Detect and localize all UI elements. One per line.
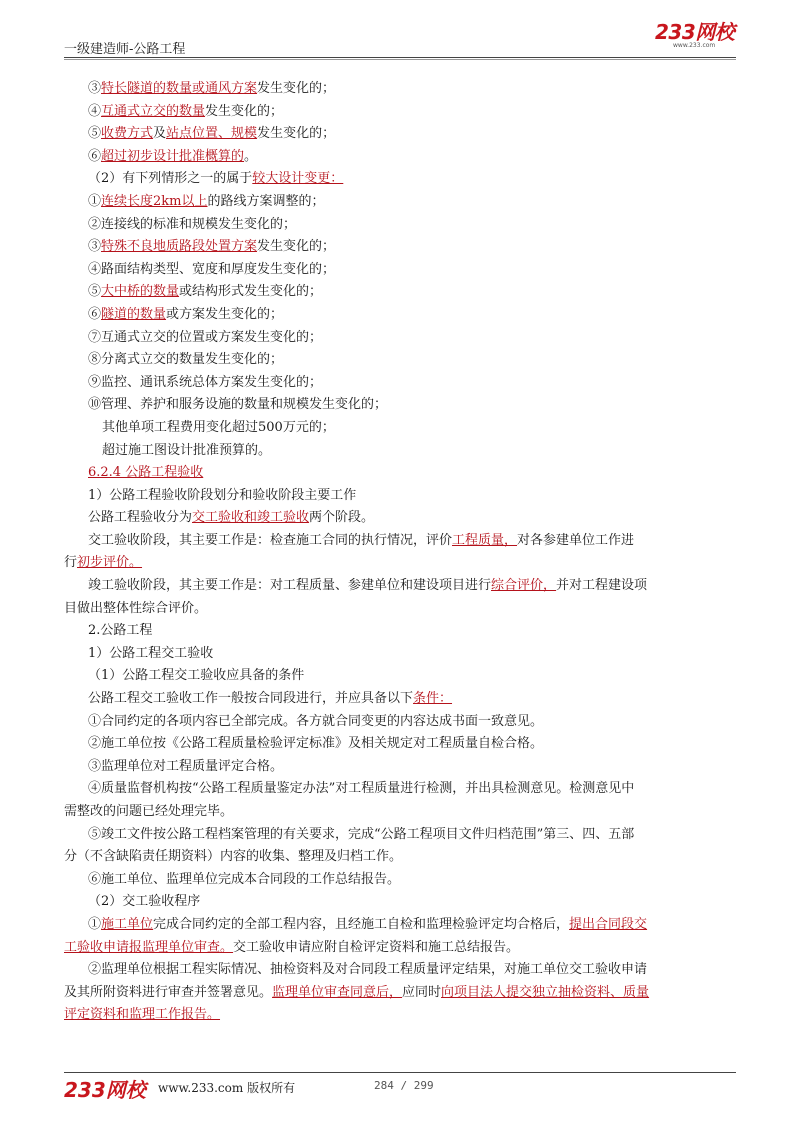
footer-divider	[64, 1072, 736, 1073]
text-line: ④质量监督机构按“公路工程质量鉴定办法”对工程质量进行检测，并出具检测意见。检测意见中	[88, 781, 635, 797]
text-line: 及其所附资料进行审查并签署意见。监理单位审查同意后，应同时向项目法人提交独立抽检资料、质量	[64, 984, 650, 1000]
text-line: ⑥施工单位、监理单位完成本合同段的工作总结报告。	[88, 871, 401, 887]
text-line: ③特殊不良地质路段处置方案发生变化的；	[88, 239, 336, 255]
brand-logo[interactable]	[655, 22, 735, 48]
text-line: （2）有下列情形之一的属于较大设计变更：	[88, 171, 344, 187]
logo-url: www.233.com	[673, 42, 716, 49]
logo-text: 233网校	[655, 20, 735, 44]
text-line: ③特长隧道的数量或通风方案发生变化的；	[88, 81, 336, 96]
text-line: 其他单项工程费用变化超过500万元的；	[102, 419, 335, 435]
text-line: 行初步评价。	[64, 555, 143, 571]
text-line: ⑨监控、通讯系统总体方案发生变化的；	[88, 374, 323, 390]
text-line: 超过施工图设计批准预算的。	[102, 442, 272, 458]
text-line: 公路工程交工验收工作一般按合同段进行，并应具备以下条件：	[88, 691, 453, 707]
header-divider	[64, 57, 736, 58]
text-line: ⑤大中桥的数量或结构形式发生变化的；	[88, 284, 323, 300]
text-line: ⑩管理、养护和服务设施的数量和规模发生变化的；	[88, 397, 388, 413]
section-heading: 6.2.4 公路工程验收	[88, 465, 204, 481]
footer-copyright: www.233.com 版权所有	[158, 1081, 296, 1095]
header-title: 一级建造师-公路工程	[64, 42, 186, 57]
text-line: 目做出整体性综合评价。	[64, 600, 208, 616]
text-line: （2）交工验收程序	[88, 894, 201, 910]
text-line: 竣工验收阶段，其主要工作是：对工程质量、参建单位和建设项目进行综合评价，并对工程建设项	[88, 578, 648, 594]
text-line: ①施工单位完成合同约定的全部工程内容，且经施工自检和监理检验评定均合格后，提出合同段交	[88, 916, 648, 932]
text-line: （1）公路工程交工验收应具备的条件	[88, 668, 305, 684]
text-line: ③监理单位对工程质量评定合格。	[88, 758, 284, 774]
text-line: ②连接线的标准和规模发生变化的；	[88, 216, 297, 232]
text-line: 需整改的问题已经处理完毕。	[64, 804, 234, 819]
text-line: ⑧分离式立交的数量发生变化的；	[88, 352, 284, 368]
text-line: ①合同约定的各项内容已全部完成。各方就合同变更的内容达成书面一致意见。	[88, 713, 544, 729]
text-line: ①连续长度2km以上的路线方案调整的；	[88, 193, 325, 209]
text-line: 1）公路工程验收阶段划分和验收阶段主要工作	[88, 487, 357, 503]
text-line: ⑥超过初步设计批准概算的。	[88, 148, 258, 164]
text-line: ②监理单位根据工程实际情况、抽检资料及对合同段工程质量评定结果，对施工单位交工验收申请	[88, 962, 648, 978]
text-line: ④路面结构类型、宽度和厚度发生变化的；	[88, 261, 336, 277]
footer-logo: 233网校	[64, 1078, 146, 1102]
header-divider-thin	[64, 59, 736, 60]
page-number: 284 / 299	[374, 1079, 434, 1092]
text-line: ④互通式立交的数量发生变化的；	[88, 103, 284, 119]
text-line: 交工验收阶段，其主要工作是：检查施工合同的执行情况，评价工程质量，对各参建单位工作进	[88, 532, 635, 548]
text-line: ⑤竣工文件按公路工程档案管理的有关要求，完成“公路工程项目文件归档范围”第三、四、五部	[88, 826, 635, 842]
text-line: ⑤收费方式及站点位置、规模发生变化的；	[88, 126, 336, 142]
text-line: ②施工单位按《公路工程质量检验评定标准》及相关规定对工程质量自检合格。	[88, 736, 544, 752]
text-line: 工验收申请报监理单位审查。交工验收申请应附自检评定资料和施工总结报告。	[64, 939, 520, 955]
text-line: 分（不含缺陷责任期资料）内容的收集、整理及归档工作。	[64, 849, 403, 865]
text-line: 公路工程验收分为交工验收和竣工验收两个阶段。	[88, 510, 375, 526]
text-line: 评定资料和监理工作报告。	[64, 1007, 221, 1023]
text-line: ⑦互通式立交的位置或方案发生变化的；	[88, 329, 323, 345]
text-line: ⑥隧道的数量或方案发生变化的；	[88, 306, 284, 322]
document-body	[64, 78, 738, 1027]
text-line: 2.公路工程	[88, 623, 153, 639]
text-line: 1）公路工程交工验收	[88, 645, 214, 661]
